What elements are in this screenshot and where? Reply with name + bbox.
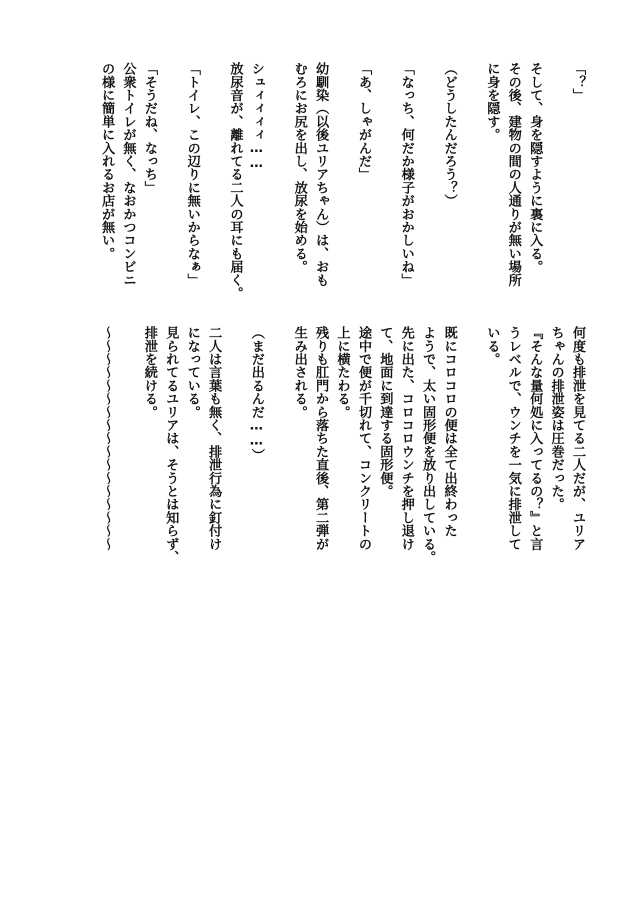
text-line bbox=[460, 62, 481, 320]
text-line: 途中で便が千切れて、コンクリートの bbox=[355, 326, 371, 551]
text-line: 幼馴染（以後ユリアちゃん）は、おも bbox=[313, 62, 329, 287]
text-line bbox=[460, 326, 481, 846]
text-line: 何度も排泄を見てる二人だが、ユリア bbox=[570, 326, 585, 551]
text-block-lower bbox=[78, 326, 588, 846]
text-line: 上に横たわる。 bbox=[334, 326, 350, 419]
text-line: うレベルで、ウンチを一気に排泄して bbox=[505, 326, 521, 551]
text-line: （まだ出るんだ……） bbox=[248, 326, 264, 462]
text-line: むろにお尻を出し、放尿を始める。 bbox=[291, 62, 307, 274]
text-line: 先に出た、コロコロウンチを押し退け bbox=[398, 326, 414, 551]
text-line: 既にコロコロの便は全て出終わった bbox=[441, 326, 457, 538]
text-line: 排泄を続ける。 bbox=[141, 326, 157, 419]
text-line bbox=[203, 62, 224, 320]
text-line bbox=[160, 62, 181, 320]
text-line: ようで、太い固形便を放り出している。 bbox=[420, 326, 436, 564]
text-line: て、地面に到達する固形便。 bbox=[377, 326, 393, 498]
text-line: に身を隠す。 bbox=[484, 62, 500, 142]
text-line bbox=[117, 326, 138, 846]
text-line: 「トイレ、この辺りに無いからなぁ」 bbox=[184, 62, 200, 287]
text-line bbox=[267, 326, 288, 846]
text-line: 生み出される。 bbox=[291, 326, 307, 419]
text-line bbox=[331, 62, 352, 320]
text-line bbox=[374, 62, 395, 320]
text-line: 『そんな量何処に入ってるの？』と言 bbox=[527, 326, 543, 551]
text-line: そして、身を隠すように裏に入る。 bbox=[527, 62, 543, 274]
text-line: 〜〜〜〜〜〜〜〜〜〜〜〜〜〜〜〜〜 bbox=[99, 326, 115, 551]
text-line bbox=[417, 62, 438, 320]
text-line: 公衆トイレが無く、なおかつコンビニ bbox=[120, 62, 136, 287]
text-line: 「なっち、何だか様子がおかしいね」 bbox=[398, 62, 414, 287]
text-line bbox=[545, 62, 566, 320]
text-line: 放尿音が、離れてる二人の耳にも届く。 bbox=[227, 62, 243, 300]
text-line: の様に簡単に入れるお店が無い。 bbox=[99, 62, 115, 260]
text-line: ちゃんの排泄姿は圧巻だった。 bbox=[548, 326, 564, 511]
text-line: 見られてるユリアは、そうとは知らず、 bbox=[163, 326, 179, 564]
text-line bbox=[224, 326, 245, 846]
text-line: 「そうだね、なっち」 bbox=[141, 62, 157, 194]
text-line: 残りも肛門から落ちた直後、第二弾が bbox=[313, 326, 329, 551]
text-line: （どうしたんだろう？） bbox=[441, 62, 457, 208]
text-line: 「あ、しゃがんだ」 bbox=[355, 62, 371, 181]
text-block-upper bbox=[78, 62, 588, 320]
text-line: になっている。 bbox=[184, 326, 200, 419]
text-line: 「？」 bbox=[570, 62, 585, 102]
text-line: 二人は言葉も無く、排泄行為に釘付け bbox=[206, 326, 222, 551]
text-line: シュィィィィ…… bbox=[248, 62, 264, 172]
text-line: いる。 bbox=[484, 326, 500, 366]
text-line bbox=[267, 62, 288, 320]
text-line: その後、建物の間の人通りが無い場所 bbox=[505, 62, 521, 287]
